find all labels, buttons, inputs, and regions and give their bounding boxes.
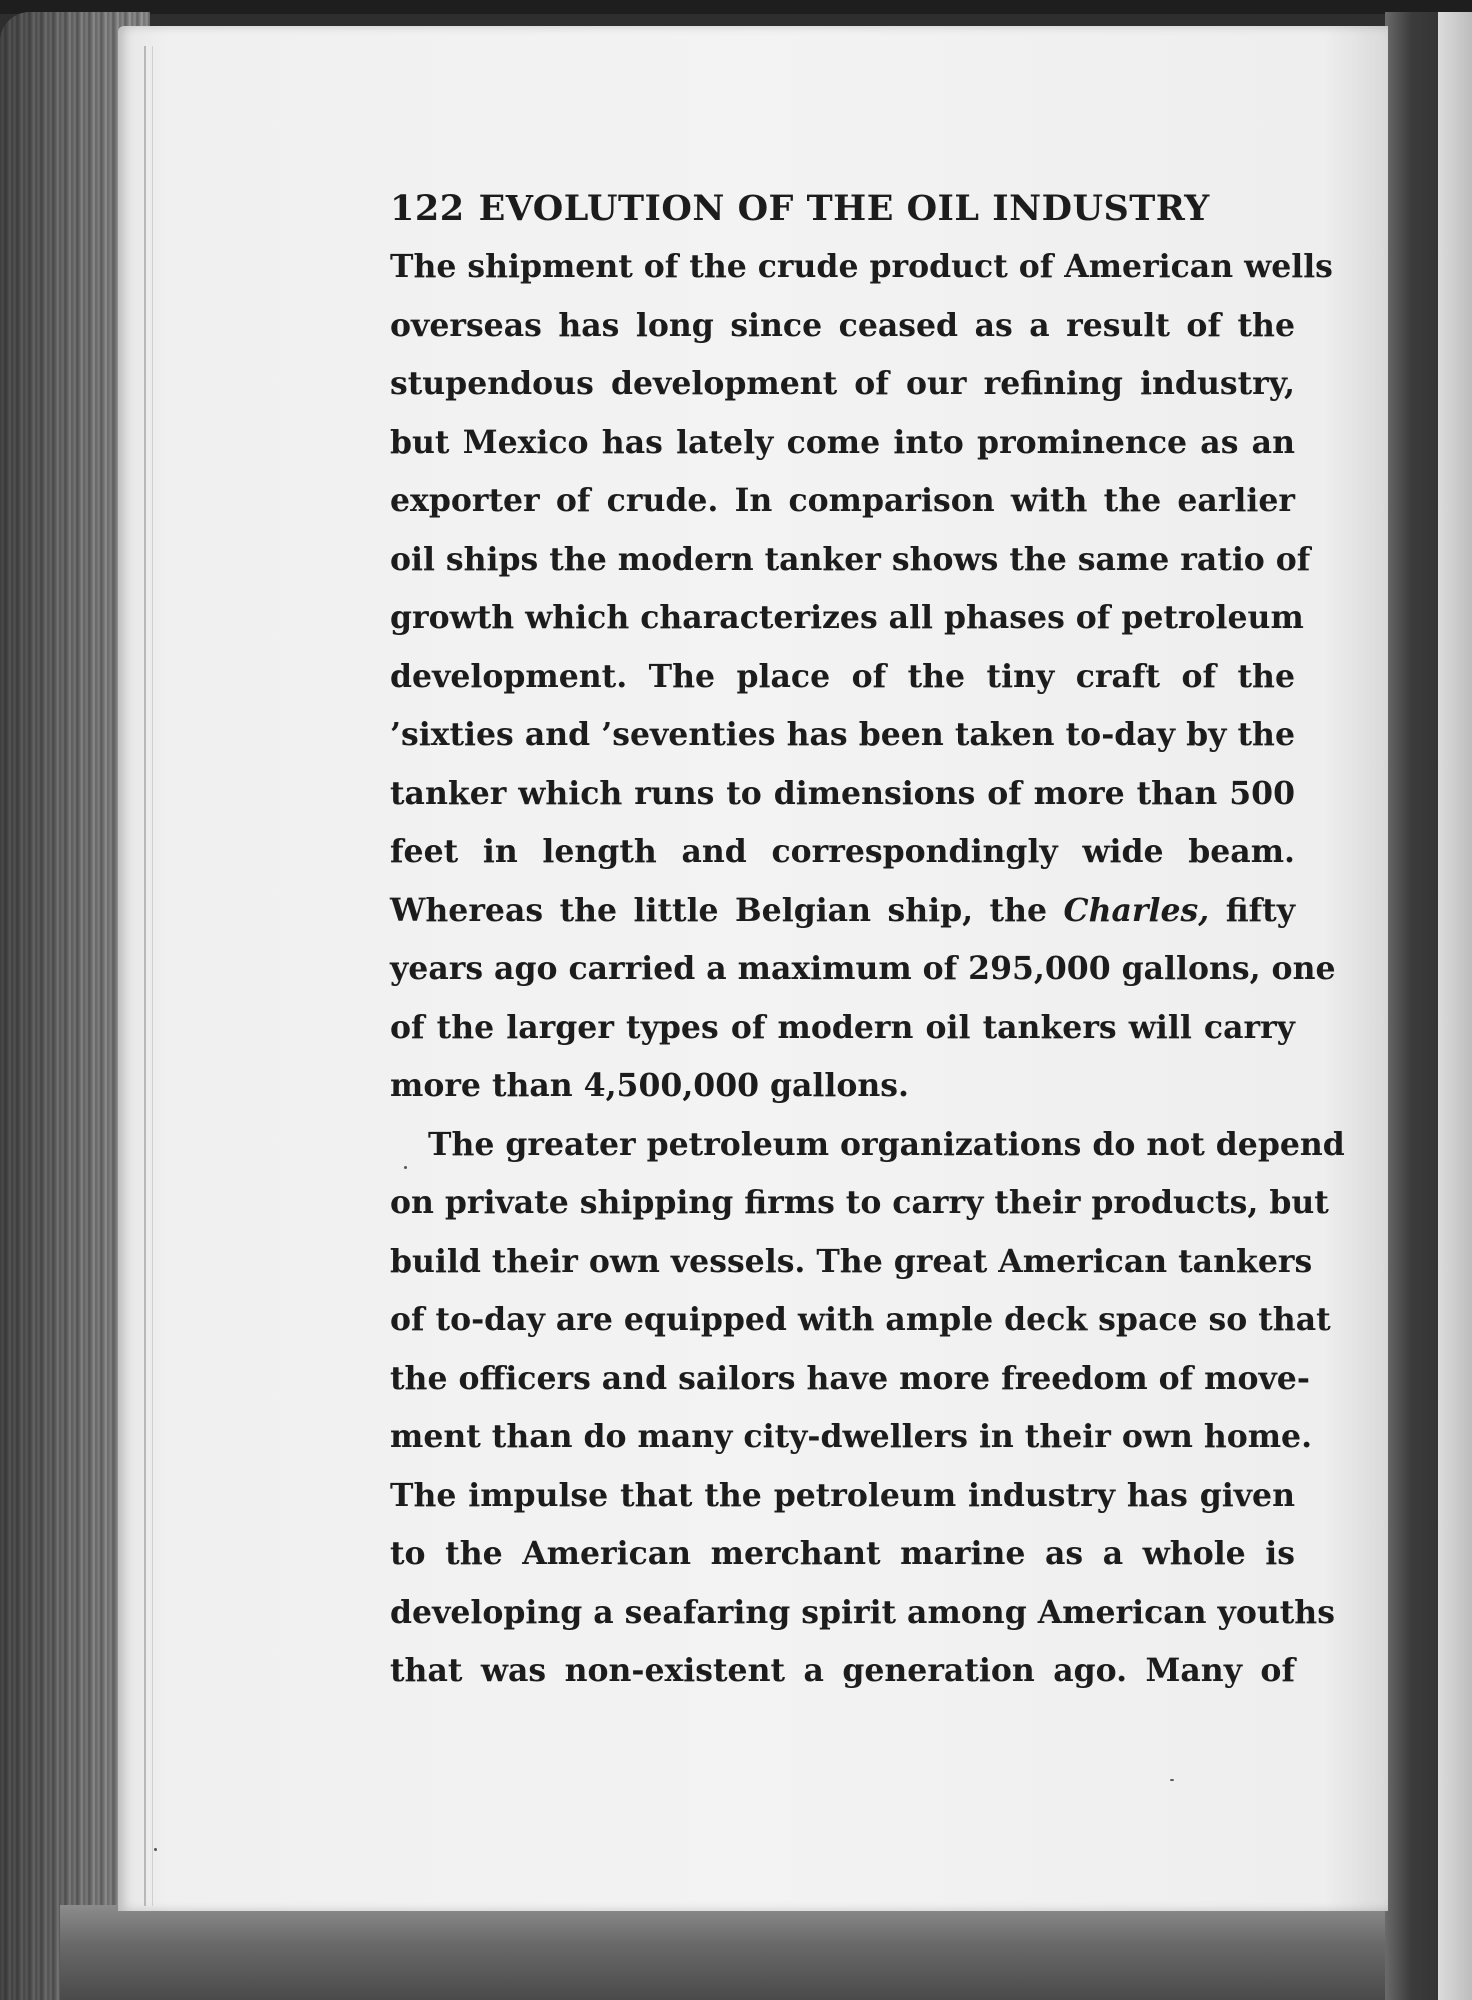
dust-speck: [154, 1848, 157, 1851]
text-line: on private shipping firms to carry their products, but: [390, 1184, 1329, 1221]
text-line: The greater petroleum organizations do not depend: [428, 1125, 1345, 1163]
line-text-end: fifty: [1209, 891, 1296, 929]
text-line: build their own vessels. The great American tankers: [390, 1242, 1313, 1280]
running-head: [390, 184, 1295, 234]
text-line: overseas has long since ceased as a result of the: [390, 306, 1295, 344]
paragraph-2: [390, 1116, 1345, 1701]
text-line: of the larger types of modern oil tankers will carry: [390, 1008, 1295, 1046]
text-line: developing a seafaring spirit among American youths: [390, 1593, 1335, 1631]
paragraph-1: [390, 238, 1336, 1116]
dust-speck: [1170, 1779, 1174, 1781]
text-line-with-italic: [390, 882, 1295, 941]
text-line: to the American merchant marine as a whole is: [390, 1535, 1295, 1572]
page-text: [390, 184, 1345, 1701]
text-line: tanker which runs to dimensions of more than 500: [390, 774, 1295, 812]
text-line: the officers and sailors have more freedom of move-: [390, 1359, 1310, 1397]
text-line: oil ships the modern tanker shows the same ratio of: [390, 540, 1311, 578]
text-line: ment than do many city-dwellers in their own home.: [390, 1418, 1313, 1455]
page-number: 122: [390, 188, 465, 229]
running-head-title: EVOLUTION OF THE OIL INDUSTRY: [478, 188, 1210, 229]
text-line: growth which characterizes all phases of petroleum: [390, 599, 1304, 636]
text-line: development. The place of the tiny craft of the: [390, 657, 1295, 695]
text-line: stupendous development of our refining industry,: [390, 365, 1295, 402]
book-bottom-edge: [60, 1905, 1400, 2000]
text-line: The impulse that the petroleum industry has given: [390, 1476, 1295, 1514]
text-line: more than 4,500,000 gallons.: [390, 1067, 909, 1104]
line-text: Whereas the little Belgian ship, the: [390, 891, 1048, 929]
text-line: feet in length and correspondingly wide beam.: [390, 833, 1295, 870]
text-line: of to-day are equipped with ample deck space so that: [390, 1301, 1331, 1338]
text-line: The shipment of the crude product of American wells: [390, 248, 1333, 285]
text-line: exporter of crude. In comparison with the earlier: [390, 482, 1295, 519]
text-line: years ago carried a maximum of 295,000 gallons, one: [390, 950, 1336, 987]
facing-page-sliver: [1438, 12, 1472, 2000]
ship-name-italic: Charles,: [1063, 891, 1210, 929]
text-line: ’sixties and ’seventies has been taken to-day by the: [390, 716, 1295, 753]
text-line: that was non-existent a generation ago. Many of: [390, 1652, 1295, 1689]
text-line: but Mexico has lately come into prominence as an: [390, 423, 1295, 461]
scan-top-edge: [0, 0, 1472, 14]
